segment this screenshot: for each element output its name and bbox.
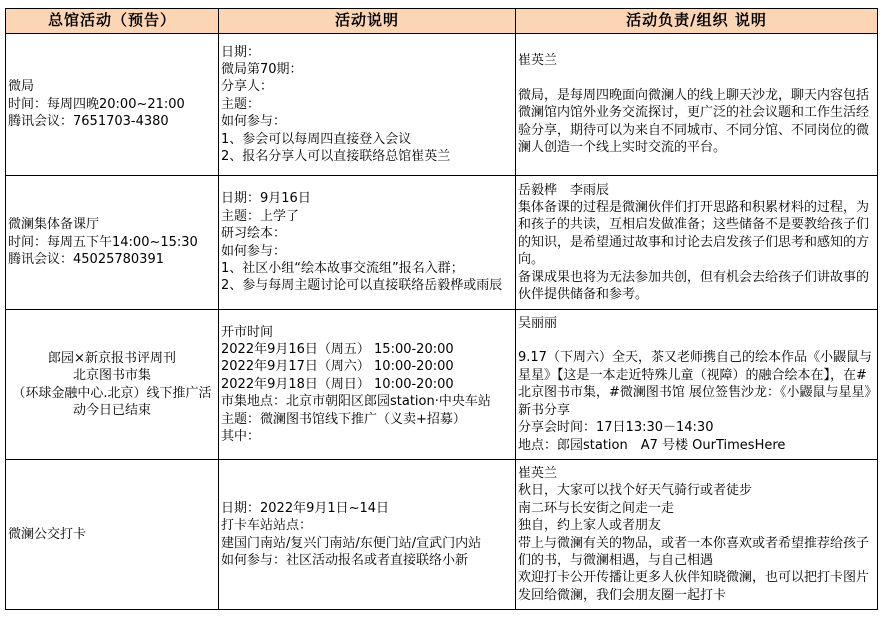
cell-line: 分享会时间：17日13:30－14:30 (518, 420, 714, 436)
cell-line: 微澜集体备课厅 (8, 217, 100, 233)
cell-line: 2、参与每周主题讨论可以直接联络岳毅桦或雨辰 (221, 278, 503, 294)
cell-line: 2022年9月18日（周日） 10:00-20:00 (221, 376, 454, 392)
cell-line: 日期： (221, 44, 261, 60)
cell-line: 如何参与：社区活动报名或者直接联络小新 (221, 552, 469, 568)
cell-line: 1、参会可以每周四直接登入会议 (221, 131, 412, 147)
organizer-cell (516, 34, 878, 176)
cell-line: 微局 (8, 79, 35, 95)
cell-line: 腾讯会议：7651703-4380 (8, 114, 169, 130)
cell-line: 腾讯会议：45025780391 (8, 252, 164, 268)
cell-line: 微局，是每周四晚面向微澜人的线上聊天沙龙，聊天内容包括微澜馆内馆外业务交流探讨，更广泛的社会议题和工作生活经验分享，期待可以为来自不同城市、不同分馆、不同岗位的微澜人创造一个线上实时交流的平台。 (518, 87, 870, 156)
cell-line: 主题：微澜图书馆线下推广（义卖+招募） (221, 411, 466, 427)
cell-line: 主题： (221, 96, 261, 112)
cell-line: 研习绘本： (221, 226, 287, 242)
cell-line: 时间：每周五下午14:00~15:30 (8, 234, 198, 250)
cell-line: 2、报名分享人可以直接联络总馆崔英兰 (221, 149, 451, 165)
cell-line: 地点：郎园station A7 号楼 OurTimesHere (518, 437, 786, 453)
cell-line: 郎园×新京报书评周刊 (48, 350, 176, 366)
cell-line: 微澜公交打卡 (8, 526, 87, 542)
activity-cell (6, 310, 219, 460)
activity-cell (6, 460, 219, 610)
cell-line: 南二环与长安街之间走一走 (518, 500, 675, 516)
cell-line: 日期：9月16日 (221, 191, 311, 207)
table-row (6, 34, 878, 176)
cell-line: 备课成果也将为无法参加共创，但有机会去给孩子们讲故事的伙伴提供储备和参考。 (518, 269, 870, 303)
cell-line: 崔英兰 (518, 465, 558, 481)
cell-line: 欢迎打卡公开传播让更多人伙伴知晓微澜，也可以把打卡图片发回给微澜，我们会朋友圈一起打卡 (518, 570, 870, 603)
cell-line: 岳毅桦 李雨辰 (518, 182, 610, 198)
organizer-cell (516, 310, 878, 460)
activity-cell (6, 34, 219, 176)
cell-line: 2022年9月16日（周五） 15:00-20:00 (221, 341, 454, 357)
cell-line: 建国门南站/复兴门南站/东便门站/宣武门内站 (221, 535, 482, 551)
header-description: 活动说明 (219, 9, 516, 34)
description-cell (219, 34, 516, 176)
cell-line: 开市时间 (221, 324, 274, 340)
cell-line: 市集地点：北京市朝阳区郎园station·中央车站 (221, 394, 491, 410)
cell-line: 吴丽丽 (518, 316, 558, 332)
description-cell (219, 310, 516, 460)
cell-line: 崔英兰 (518, 53, 558, 69)
activity-table (5, 8, 878, 610)
cell-line: 如何参与： (221, 243, 287, 259)
blank-line (518, 70, 875, 87)
cell-line: 秋日，大家可以找个好天气骑行或者徒步 (518, 483, 753, 499)
table-row (6, 310, 878, 460)
cell-line: 独自，约上家人或者朋友 (518, 518, 662, 534)
organizer-cell (516, 460, 878, 610)
cell-line: 微局第70期： (221, 61, 303, 77)
description-cell (219, 460, 516, 610)
header-organizer: 活动负责/组织 说明 (516, 9, 878, 34)
cell-line: 集体备课的过程是微澜伙伴们打开思路和积累材料的过程，为和孩子的共读，互相启发做准备；这些储备不是要教给孩子们的知识，是希望通过故事和讨论去启发孩子们思考和感知的方向。 (518, 199, 870, 268)
cell-line: 北京图书市集 (72, 368, 151, 384)
table-row (6, 176, 878, 310)
cell-line: （环球金融中心.北京）线下推广活动今日已结束 (12, 385, 212, 418)
cell-line: 时间：每周四晚20:00~21:00 (8, 96, 185, 112)
cell-line: 2022年9月17日（周六） 10:00-20:00 (221, 359, 454, 375)
cell-line: 带上与微澜有关的物品，或者一本你喜欢或者希望推荐给孩子们的书，与微澜相遇，与自己相遇 (518, 535, 870, 568)
activity-cell (6, 176, 219, 310)
cell-line: 如何参与： (221, 114, 287, 130)
cell-line: 主题：上学了 (221, 208, 300, 224)
description-cell (219, 176, 516, 310)
cell-line: 日期：2022年9月1日~14日 (221, 500, 390, 516)
header-row (6, 9, 878, 34)
cell-line: 其中： (221, 429, 261, 445)
table-row (6, 460, 878, 610)
cell-line: 1、社区小组“绘本故事交流组”报名入群； (221, 260, 464, 276)
blank-line (518, 332, 875, 349)
organizer-cell (516, 176, 878, 310)
cell-line: 打卡车站站点： (221, 518, 313, 534)
header-activity: 总馆活动（预告） (6, 9, 219, 34)
cell-line: 分享人： (221, 79, 274, 95)
cell-line: 9.17（下周六）全天，茶又老师携自己的绘本作品《小鼹鼠与星星》【这是一本走近特殊儿童（视障）的融合绘本在】，在#北京图书市集，#微澜图书馆 展位签售沙龙：《小鼹鼠与星星》新书分享 (518, 350, 872, 418)
